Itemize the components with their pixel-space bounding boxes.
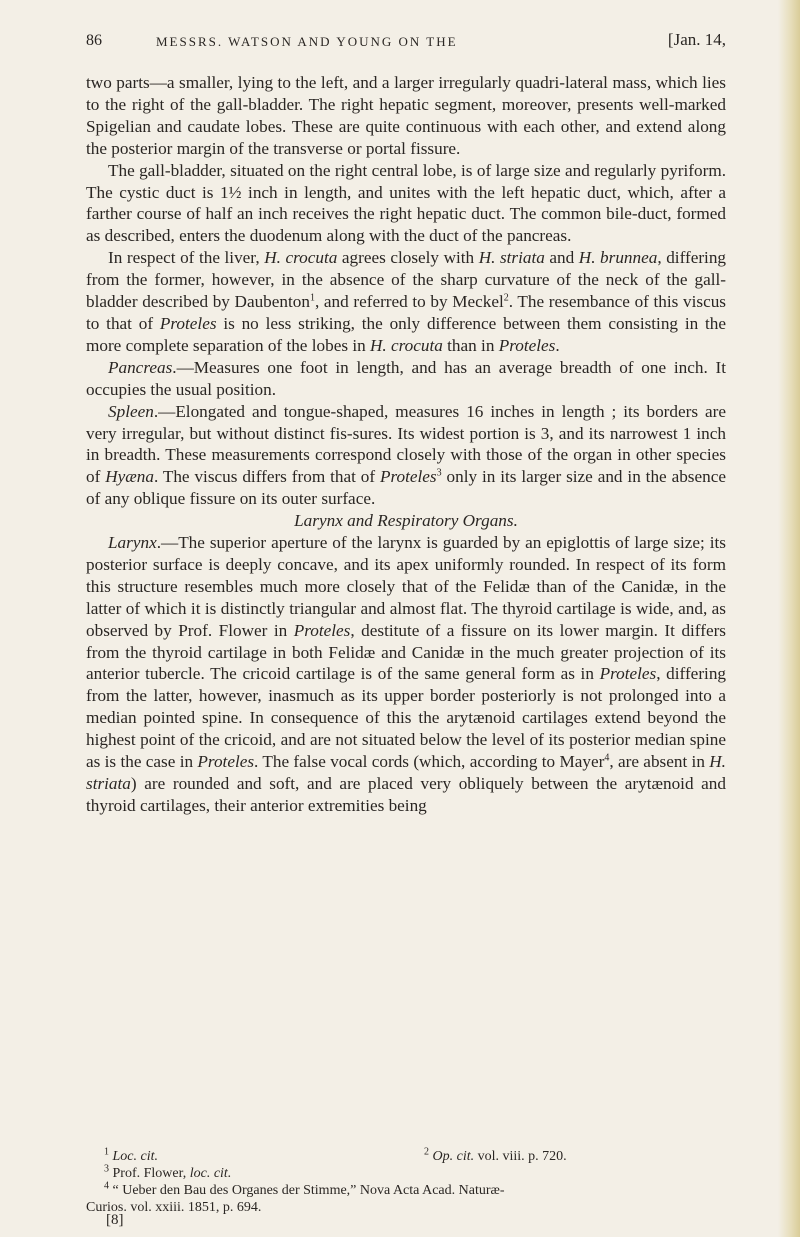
species-name: H. brunnea — [578, 248, 658, 268]
footnote-2: $^2$ Op. cit. vol. viii. p. 720. — [424, 1146, 567, 1164]
organ-label-spleen: Spleen — [108, 401, 154, 421]
genus-name: Hyæna — [105, 467, 154, 487]
footnote-ref: 3 — [436, 467, 442, 479]
footnotes — [86, 1148, 726, 1216]
species-name: H. crocuta — [369, 335, 443, 355]
footnote-ref: 2 — [503, 292, 509, 304]
footnote-4: $^4$ “ Ueber den Bau des Organes der Stimme,” Nova Acta Acad. Naturæ- — [104, 1180, 505, 1198]
genus-name: Proteles — [293, 620, 351, 640]
paragraph-larynx: Larynx.—The superior aperture of the larynx is guarded by an epiglottis of large size; its posterior surface is deeply concave, and its apex uniformly rounded. In respect of its form this structure resembles much more closely that of the Felidæ than of the Canidæ, in the latter of which it is distinctly triangular and almost flat. The thyroid cartilage is wide, and, as observed by Prof. Flower in Proteles, destitute of a fissure on its lower margin. It differs from the thyroid cartilage in both Felidæ and Canidæ in the much greater projection of its anterior tubercle. The cricoid cartilage is of the same general form as in Proteles, differing from the latter, however, inasmuch as its upper border posteriorly is not prolonged into a median pointed spine. In consequence of this the arytænoid cartilages extend beyond the highest point of the cricoid, and are not situated below the level of its posterior median spine as is the case in Proteles. The false vocal cords (which, according to Mayer$^4$, are absent in H. striata) are rounded and soft, and are placed very obliquely between the arytænoid and thyroid cartilages, their anterior extremities being — [86, 533, 727, 815]
genus-name: Proteles — [159, 313, 217, 333]
paragraph-liver-comparison: In respect of the liver, H. crocuta agrees closely with H. striata and H. brunnea, differing from the former, however, in the absence of the sharp curvature of the neck of the gall-bladder described by Daubenton$^1$, and referred to by Meckel$^2$. The resembance of this viscus to that of Proteles is no less striking, the only difference between them consisting in the more complete separation of the lobes in H. crocuta than in Proteles. — [86, 248, 727, 355]
genus-name: Proteles — [379, 467, 437, 487]
genus-name: Proteles — [197, 752, 255, 772]
signature-mark: [8] — [106, 1212, 124, 1228]
species-name: H. crocuta — [264, 248, 338, 268]
organ-label-pancreas: Pancreas — [108, 357, 173, 377]
header-date: [Jan. 14, — [667, 30, 726, 49]
page-edge-shading — [778, 0, 800, 1237]
organ-label-larynx: Larynx — [108, 533, 157, 553]
footnote-4-continued: Curios. vol. xxiii. 1851, p. 694. — [86, 1200, 262, 1215]
paragraph-spleen: Spleen.—Elongated and tongue-shaped, measures 16 inches in length ; its borders are very irregular, but without distinct fis-sures. Its widest portion is 3, and its narrowest 1 inch in breadth. These measurements correspond closely with those of the organ in other species of Hyæna. The viscus differs from that of Proteles$^3$ only in its larger size and in the absence of any oblique fissure on its outer surface. — [86, 401, 726, 509]
species-name: H. striata — [86, 752, 726, 793]
paragraph-gall-bladder: The gall-bladder, situated on the right central lobe, is of large size and regularly pyriform. The cystic duct is 1½ inch in length, and unites with the left hepatic duct, which, after a farther course of half an inch receives the right hepatic duct. The common bile-duct, formed as described, enters the duodenum along with the duct of the pancreas. — [86, 160, 726, 246]
body-text — [86, 72, 726, 817]
species-name: H. striata — [478, 248, 545, 268]
footnote-row — [86, 1148, 726, 1165]
footnote-1: $^1$ Loc. cit. — [104, 1146, 158, 1164]
paragraph-liver-continued: two parts—a smaller, lying to the left, and a larger irregularly quadri-lateral mass, which lies to the right of the gall-bladder. The right hepatic segment, moreover, presents well-marked Spigelian and caudate lobes. These are quite continuous with each other, and extend along the posterior margin of the transverse or portal fissure. — [86, 73, 726, 158]
paragraph-pancreas: Pancreas.—Measures one foot in length, and has an average breadth of one inch. It occupies the usual position. — [86, 357, 726, 399]
footnote-3: $^3$ Prof. Flower, loc. cit. — [104, 1163, 232, 1181]
section-heading: Larynx and Respiratory Organs. — [294, 511, 518, 531]
running-header — [86, 28, 726, 58]
footnote-ref: 1 — [309, 292, 315, 304]
page-number: 86 — [86, 32, 102, 49]
footnote-ref: 4 — [604, 752, 610, 764]
genus-name: Proteles — [599, 664, 657, 684]
running-title: MESSRS. WATSON AND YOUNG ON THE — [156, 34, 458, 49]
genus-name: Proteles — [498, 335, 556, 355]
